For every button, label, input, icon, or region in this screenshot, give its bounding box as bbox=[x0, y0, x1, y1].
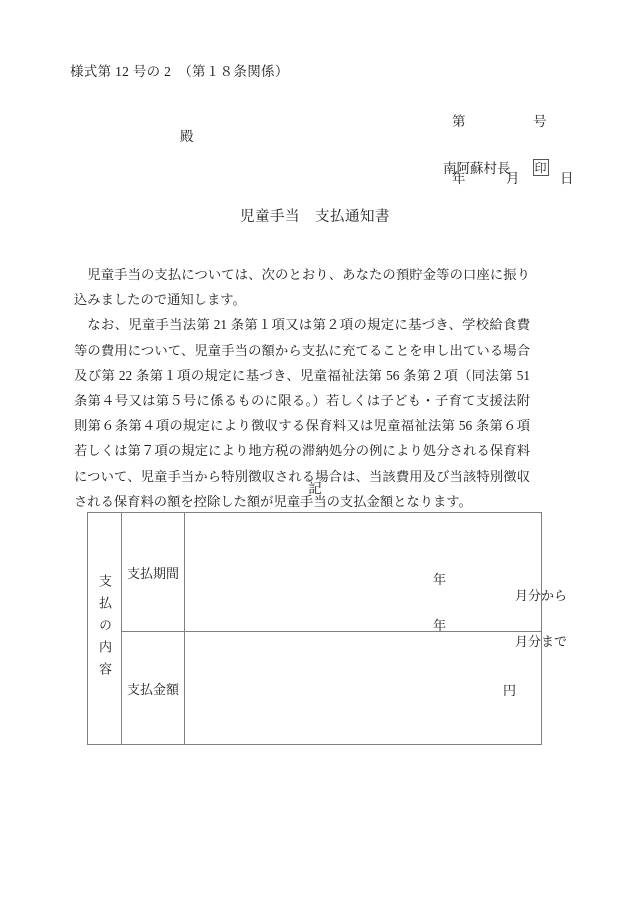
from-year-unit: 年 bbox=[433, 572, 447, 587]
issuer-name: 南阿蘇村長 bbox=[443, 161, 511, 176]
document-number-block bbox=[452, 74, 574, 226]
addressee-honorific: 殿 bbox=[180, 129, 194, 144]
to-month-unit: 月分まで bbox=[515, 634, 568, 649]
cell-payment-amount-value[interactable] bbox=[185, 632, 542, 745]
from-month-unit: 月分から bbox=[515, 588, 568, 603]
to-year-unit: 年 bbox=[433, 618, 447, 633]
seal-stamp-icon: 印 bbox=[534, 160, 547, 175]
currency-unit: 円 bbox=[503, 683, 517, 698]
table-row bbox=[88, 632, 542, 745]
row-header-payment-amount: 支払金額 bbox=[122, 632, 185, 745]
row-header-payment-period: 支払期間 bbox=[122, 513, 185, 632]
form-number: 様式第 12 号の 2 （第１８条関係） bbox=[70, 64, 289, 79]
body-paragraph-1: 児童手当の支払については、次のとおり、あなたの預貯金等の口座に振り込みましたので通知します。 bbox=[74, 267, 530, 308]
table-row bbox=[88, 513, 542, 632]
cell-payment-period-value[interactable] bbox=[185, 513, 568, 649]
payment-details-table bbox=[87, 512, 568, 745]
page-title: 児童手当 支払通知書 bbox=[240, 209, 390, 225]
payment-period-lines bbox=[185, 513, 568, 649]
table-vertical-header bbox=[88, 513, 122, 745]
body-paragraph-2: なお、児童手当法第 21 条第１項又は第２項の規定に基づき、学校給食費等の費用について、児童手当の額から支払に充てることを申し出ている場合及び第 22 条第１項の規定に基づき、児童福祉法第 56 条第２項（同法第 51 条第４号又は第５号に係るものに限る。）若しくは子ども・子育て支援法附則第６条第４項の規定により徴収する保育料又は児童福祉法第 56 条第６項若しくは第７項の規定により地方税の滞納処分の例により処分される保育料について、児童手当から特別徴収される場合は、当該費用及び当該特別徴収される保育料の額を控除した額が児童手当の支払金額となります。 bbox=[74, 317, 530, 509]
document-date-line: 年 月 日 bbox=[452, 171, 574, 186]
document-number-line: 第 号 bbox=[452, 114, 547, 129]
issuer-block bbox=[443, 157, 549, 177]
payment-amount-inner bbox=[185, 632, 541, 744]
ki-marker: 記 bbox=[308, 481, 322, 496]
table-vertical-header-label: 支払の内容 bbox=[97, 573, 112, 684]
